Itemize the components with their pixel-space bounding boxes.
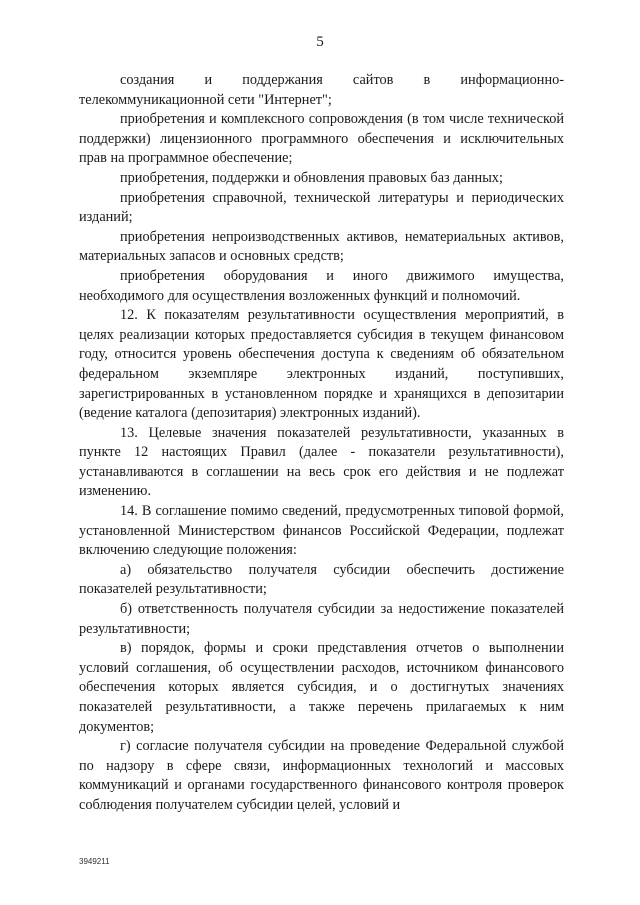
- paragraph-item-14a: а) обязательство получателя субсидии обеспечить достижение показателей результативности;: [79, 561, 564, 598]
- page-number: 5: [316, 34, 324, 50]
- document-body: [79, 71, 564, 816]
- paragraph-legal-databases: приобретения, поддержки и обновления правовых баз данных;: [120, 169, 503, 186]
- paragraph-equipment: приобретения оборудования и иного движимого имущества, необходимого для осуществления возложенных функций и полномочий.: [79, 267, 564, 304]
- paragraph-literature: приобретения справочной, технической литературы и периодических изданий;: [79, 189, 564, 226]
- paragraph-assets: приобретения непроизводственных активов, нематериальных активов, материальных запасов и основных средств;: [79, 228, 564, 265]
- document-code: 3949211: [79, 857, 110, 866]
- paragraph-item-13: 13. Целевые значения показателей результативности, указанных в пункте 12 настоящих Правил (далее - показатели результативности), устанавливаются в соглашении на весь срок его действия и не подлежат изменению.: [79, 424, 564, 500]
- paragraph-item-14b: б) ответственность получателя субсидии за недостижение показателей результативности;: [79, 601, 564, 637]
- paragraph-websites: создания и поддержания сайтов в информационно-телекоммуникационной сети "Интернет";: [79, 72, 564, 108]
- paragraph-item-14g: г) согласие получателя субсидии на проведение Федеральной службой по надзору в сфере связи, информационных технологий и массовых коммуникаций и органами государственного финансового контроля проверок соблюдения получателем субсидии целей, условий и: [79, 738, 564, 813]
- paragraph-item-14: 14. В соглашение помимо сведений, предусмотренных типовой формой, установленной Министерством финансов Российской Федерации, подлежат включению следующие положения:: [79, 503, 564, 559]
- paragraph-software: приобретения и комплексного сопровождения (в том числе технической поддержки) лицензионного программного обеспечения и исключительных прав на программное обеспечение;: [79, 111, 564, 167]
- paragraph-item-14v: в) порядок, формы и сроки представления отчетов о выполнении условий соглашения, об осуществлении расходов, источником финансового обеспечения которых является субсидия, и о достигнутых значениях показателей результативности, а также перечень прилагаемых к ним документов;: [79, 640, 564, 735]
- paragraph-item-12: 12. К показателям результативности осуществления мероприятий, в целях реализации которых предоставляется субсидия в текущем финансовом году, относится уровень обеспечения доступа к сведениям об обязательном федеральном экземпляре электронных изданий, поступивших, зарегистрированных в установленном порядке и хранящихся в депозитарии (ведение каталога (депозитария) электронных изданий).: [79, 307, 564, 422]
